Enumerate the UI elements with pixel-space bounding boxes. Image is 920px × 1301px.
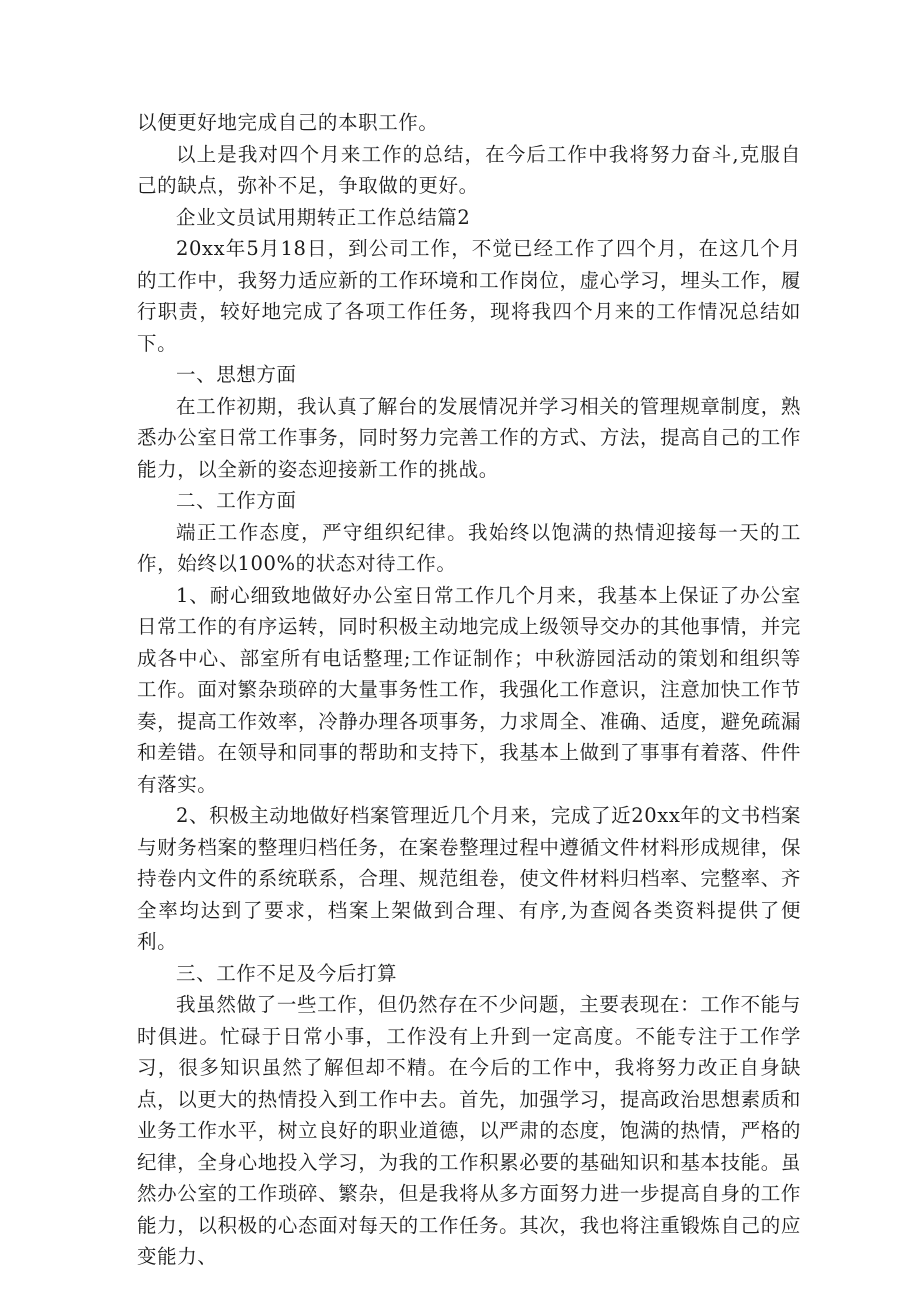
paragraph-intro: 20xx年5月18日，到公司工作，不觉已经工作了四个月，在这几个月的工作中，我努力适应新的工作环境和工作岗位，虚心学习，埋头工作，履行职责，较好地完成了各项工作任务，现将我四个月来的工作情况总结如下。 bbox=[137, 237, 801, 355]
paragraph-thought: 在工作初期，我认真了解台的发展情况并学习相关的管理规章制度，熟悉办公室日常工作事务，同时努力完善工作的方式、方法，提高自己的工作能力，以全新的姿态迎接新工作的挑战。 bbox=[137, 394, 801, 481]
section-heading-shortcomings: 三、工作不足及今后打算 bbox=[176, 961, 398, 985]
paragraph-attitude: 端正工作态度，严守组织纪律。我始终以饱满的热情迎接每一天的工作，始终以100%的状态对待工作。 bbox=[137, 520, 801, 575]
section-heading-work: 二、工作方面 bbox=[176, 489, 297, 512]
article-title: 企业文员试用期转正工作总结篇2 bbox=[176, 205, 471, 229]
paragraph-shortcomings: 我虽然做了一些工作，但仍然存在不少问题，主要表现在：工作不能与时俱进。忙碌于日常小事，工作没有上升到一定高度。不能专注于工作学习，很多知识虽然了解但却不精。在今后的工作中，我将努力改正自身缺点，以更大的热情投入到工作中去。首先，加强学习，提高政治思想素质和业务工作水平，树立良好的职业道德，以严肃的态度，饱满的热情，严格的纪律，全身心地投入学习，为我的工作积累必要的基础知识和基本技能。虽然办公室的工作琐碎、繁杂，但是我将从多方面努力进一步提高自身的工作能力，以积极的心态面对每天的工作任务。其次，我也将注重锻炼自己的应变能力、 bbox=[137, 993, 801, 1268]
paragraph-continuation: 以便更好地完成自己的本职工作。 bbox=[137, 111, 439, 134]
paragraph-item-2: 2、积极主动地做好档案管理近几个月来，完成了近20xx年的文书档案与财务档案的整理归档任务，在案卷整理过程中遵循文件材料形成规律，保持卷内文件的系统联系，合理、规范组卷，使文件材料归档率、完整率、齐全率均达到了要求，档案上架做到合理、有序,为查阅各类资料提供了便利。 bbox=[137, 804, 802, 953]
paragraph-item-1: 1、耐心细致地做好办公室日常工作几个月来，我基本上保证了办公室日常工作的有序运转，同时积极主动地完成上级领导交办的其他事情，并完成各中心、部室所有电话整理;工作证制作；中秋游园活动的策划和组织等工作。面对繁杂琐碎的大量事务性工作，我强化工作意识，注意加快工作节奏，提高工作效率，冷静办理各项事务，力求周全、准确、适度，避免疏漏和差错。在领导和同事的帮助和支持下，我基本上做到了事事有着落、件件有落实。 bbox=[137, 583, 801, 796]
section-heading-thought: 一、思想方面 bbox=[176, 363, 297, 386]
paragraph-summary-close: 以上是我对四个月来工作的总结，在今后工作中我将努力奋斗,克服自己的缺点，弥补不足，争取做的更好。 bbox=[137, 142, 801, 197]
document-body bbox=[137, 107, 801, 1273]
